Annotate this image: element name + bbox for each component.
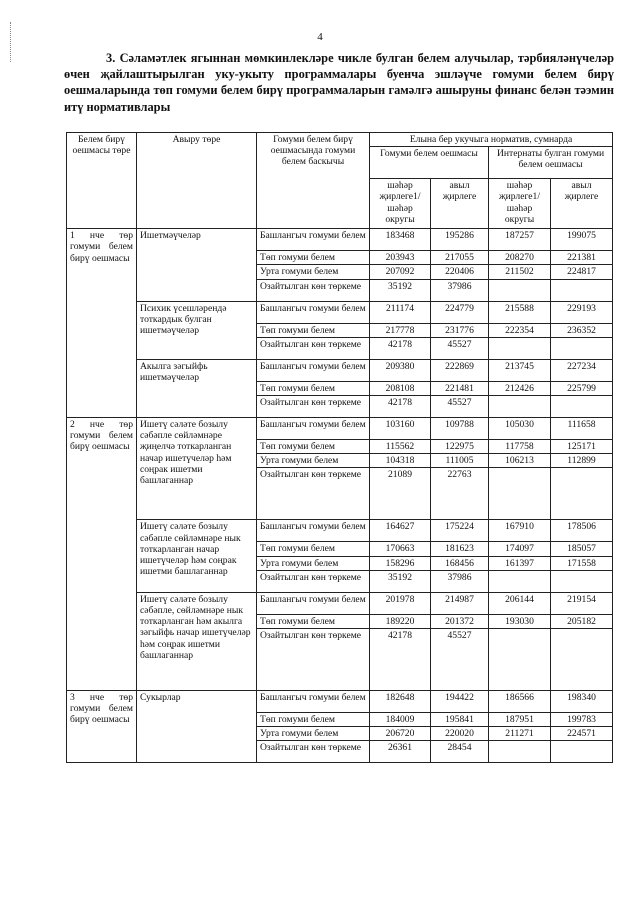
education-level-cell: Төп гомуми белем [257,440,370,454]
norm-rural-boarding-cell [551,468,613,520]
norm-rural-cell: 109788 [431,418,489,440]
education-level-cell: Башлангыч гомуми белем [257,520,370,542]
norm-urban-boarding-cell [489,337,551,359]
norm-rural-boarding-cell: 178506 [551,520,613,542]
norm-rural-boarding-cell [551,741,613,763]
norm-urban-boarding-cell: 186566 [489,691,551,713]
norm-urban-boarding-cell [489,741,551,763]
norm-rural-boarding-cell [551,629,613,691]
norm-urban-boarding-cell: 208270 [489,251,551,265]
norm-urban-cell: 35192 [370,570,431,592]
org-type-cell: 3 нче төр гомуми белем бирү оешмасы [67,691,137,763]
norm-urban-cell: 115562 [370,440,431,454]
norm-urban-cell: 217778 [370,323,431,337]
education-level-cell: Төп гомуми белем [257,614,370,628]
norm-urban-boarding-cell: 167910 [489,520,551,542]
norm-urban-boarding-cell: 106213 [489,454,551,468]
education-level-cell: Озайтылган көн төркеме [257,741,370,763]
norm-urban-boarding-cell: 222354 [489,323,551,337]
norm-rural-boarding-cell: 198340 [551,691,613,713]
norm-rural-boarding-cell: 221381 [551,251,613,265]
norm-rural-cell: 181623 [431,542,489,556]
norm-urban-cell: 26361 [370,741,431,763]
org-type-cell: 2 нче төр гомуми белем бирү оешмасы [67,418,137,691]
education-level-cell: Башлангыч гомуми белем [257,592,370,614]
norm-rural-boarding-cell: 171558 [551,556,613,570]
norm-rural-boarding-cell [551,570,613,592]
norm-urban-boarding-cell: 211271 [489,727,551,741]
norm-rural-boarding-cell: 111658 [551,418,613,440]
norm-urban-boarding-cell: 187257 [489,229,551,251]
table-row [67,691,613,713]
norm-urban-cell: 209380 [370,359,431,381]
norm-urban-boarding-cell: 117758 [489,440,551,454]
norm-urban-boarding-cell: 206144 [489,592,551,614]
norm-urban-cell: 103160 [370,418,431,440]
norm-urban-cell: 206720 [370,727,431,741]
education-level-cell: Башлангыч гомуми белем [257,418,370,440]
header-education-level: Гомуми белем бирү оешмасында гомуми белем баскычы [257,133,370,229]
section-heading: 3. Сәламәтлек ягыннан мөмкинлекләре чикле булган белем алучылар, тәрбияләнүчеләр өчен җайлаштырылган уку-укыту программалары буенча эшләүче гомуми белем бирү оешмаларында төп гомуми белем бирү программаларын гамәлгә ашыруны финанс белән тәэмин итү нормативлары [64,51,614,114]
norm-urban-cell: 182648 [370,691,431,713]
norm-rural-boarding-cell [551,396,613,418]
norm-urban-boarding-cell: 174097 [489,542,551,556]
norm-rural-cell: 175224 [431,520,489,542]
education-level-cell: Башлангыч гомуми белем [257,691,370,713]
norm-rural-cell: 22763 [431,468,489,520]
education-level-cell: Озайтылган көн төркеме [257,468,370,520]
education-level-cell: Төп гомуми белем [257,542,370,556]
norm-rural-cell: 45527 [431,337,489,359]
norm-rural-cell: 194422 [431,691,489,713]
norm-urban-cell: 184009 [370,713,431,727]
norm-rural-cell: 111005 [431,454,489,468]
norm-rural-cell: 224779 [431,301,489,323]
education-level-cell: Урта гомуми белем [257,556,370,570]
norm-rural-cell: 222869 [431,359,489,381]
norm-rural-cell: 201372 [431,614,489,628]
norm-urban-cell: 189220 [370,614,431,628]
education-level-cell: Башлангыч гомуми белем [257,229,370,251]
education-level-cell: Башлангыч гомуми белем [257,301,370,323]
norm-rural-cell: 28454 [431,741,489,763]
norm-urban-cell: 164627 [370,520,431,542]
norm-rural-cell: 231776 [431,323,489,337]
norm-urban-cell: 158296 [370,556,431,570]
education-level-cell: Озайтылган көн төркеме [257,337,370,359]
norm-rural-boarding-cell: 199783 [551,713,613,727]
education-level-cell: Озайтылган көн төркеме [257,570,370,592]
norm-urban-boarding-cell: 215588 [489,301,551,323]
education-level-cell: Төп гомуми белем [257,323,370,337]
header-urban-boarding: шәһәр җирлеге1/ шәһәр округы [489,179,551,229]
disability-type-cell: Ишетү сәләте бозылу сәбәпле сөйләмнәре нык тоткарланган начар ишетүчеләр һәм соңрак ишетми башлаганнар [137,520,257,592]
header-rural: авыл җирлеге [431,179,489,229]
norm-urban-cell: 211174 [370,301,431,323]
norm-rural-boarding-cell: 227234 [551,359,613,381]
norm-rural-boarding-cell: 185057 [551,542,613,556]
norm-rural-cell: 195841 [431,713,489,727]
norm-rural-boarding-cell: 112899 [551,454,613,468]
norm-rural-cell: 168456 [431,556,489,570]
norm-rural-cell: 217055 [431,251,489,265]
norm-rural-cell: 37986 [431,279,489,301]
norm-urban-boarding-cell: 105030 [489,418,551,440]
disability-type-cell: Ишетмәүчеләр [137,229,257,301]
norm-rural-cell: 195286 [431,229,489,251]
norm-urban-cell: 183468 [370,229,431,251]
norm-urban-cell: 42178 [370,629,431,691]
education-level-cell: Урта гомуми белем [257,727,370,741]
header-disability-type: Авыру төре [137,133,257,229]
norm-rural-boarding-cell [551,337,613,359]
norm-rural-boarding-cell: 224571 [551,727,613,741]
header-general-org: Гомуми белем оешмасы [370,147,489,179]
norm-rural-cell: 45527 [431,396,489,418]
disability-type-cell: Психик үсешләрендә тоткардык булган ишетмәүчеләр [137,301,257,359]
norm-urban-boarding-cell: 161397 [489,556,551,570]
norm-rural-boarding-cell: 199075 [551,229,613,251]
education-level-cell: Башлангыч гомуми белем [257,359,370,381]
header-boarding-org: Интернаты булган гомуми белем оешмасы [489,147,613,179]
norm-urban-cell: 170663 [370,542,431,556]
norm-rural-boarding-cell: 219154 [551,592,613,614]
norm-rural-boarding-cell [551,279,613,301]
norm-urban-cell: 207092 [370,265,431,279]
disability-type-cell: Ишетү сәләте бозылу сәбәпле сөйләмнәре җиңелчә тоткарланган начар ишетүчеләр һәм соңрак ишетми башлаганнар [137,418,257,520]
norm-urban-cell: 203943 [370,251,431,265]
norm-urban-cell: 42178 [370,337,431,359]
table-row [67,301,613,323]
norm-rural-cell: 45527 [431,629,489,691]
norm-rural-cell: 214987 [431,592,489,614]
disability-type-cell: Сукырлар [137,691,257,763]
education-level-cell: Төп гомуми белем [257,251,370,265]
norm-rural-boarding-cell: 229193 [551,301,613,323]
disability-type-cell: Акылга зәгыйфь ишетмәүчеләр [137,359,257,417]
norm-urban-cell: 21089 [370,468,431,520]
norm-urban-boarding-cell: 211502 [489,265,551,279]
norm-rural-cell: 37986 [431,570,489,592]
norm-rural-boarding-cell: 224817 [551,265,613,279]
education-level-cell: Озайтылган көн төркеме [257,279,370,301]
education-level-cell: Төп гомуми белем [257,713,370,727]
norm-rural-cell: 221481 [431,381,489,395]
norm-rural-boarding-cell: 225799 [551,381,613,395]
norm-rural-cell: 220406 [431,265,489,279]
norm-rural-boarding-cell: 236352 [551,323,613,337]
norm-rural-cell: 122975 [431,440,489,454]
norm-urban-cell: 42178 [370,396,431,418]
page-number: 4 [317,31,323,43]
header-rural-boarding: авыл җирлеге [551,179,613,229]
education-level-cell: Төп гомуми белем [257,381,370,395]
norm-urban-cell: 104318 [370,454,431,468]
table-row [67,418,613,440]
education-level-cell: Урта гомуми белем [257,265,370,279]
norm-rural-boarding-cell: 205182 [551,614,613,628]
norm-urban-boarding-cell [489,279,551,301]
table-row [67,592,613,614]
norm-rural-cell: 220020 [431,727,489,741]
norm-urban-boarding-cell: 213745 [489,359,551,381]
norm-urban-cell: 35192 [370,279,431,301]
norm-urban-cell: 201978 [370,592,431,614]
norm-urban-boarding-cell [489,570,551,592]
funding-norms-table [66,132,613,763]
norm-urban-boarding-cell [489,629,551,691]
header-norm-title: Елына бер укучыга норматив, сумнарда [370,133,613,147]
table-row [67,229,613,251]
norm-urban-boarding-cell: 193030 [489,614,551,628]
norm-urban-boarding-cell [489,396,551,418]
disability-type-cell: Ишетү сәләте бозылу сәбәпле, сөйләмнәре нык тоткарланган һәм акылга зәгыйфь начар ишетүчеләр һәм соңрак ишетми башлаганнар [137,592,257,690]
norm-rural-boarding-cell: 125171 [551,440,613,454]
header-urban: шәһәр җирлеге1/ шәһәр округы [370,179,431,229]
education-level-cell: Озайтылган көн төркеме [257,396,370,418]
table-row [67,520,613,542]
education-level-cell: Озайтылган көн төркеме [257,629,370,691]
education-level-cell: Урта гомуми белем [257,454,370,468]
norm-urban-cell: 208108 [370,381,431,395]
norm-urban-boarding-cell [489,468,551,520]
org-type-cell: 1 нче төр гомуми белем бирү оешмасы [67,229,137,418]
norm-urban-boarding-cell: 187951 [489,713,551,727]
header-org-type: Белем бирү оешмасы төре [67,133,137,229]
norm-urban-boarding-cell: 212426 [489,381,551,395]
table-row [67,359,613,381]
